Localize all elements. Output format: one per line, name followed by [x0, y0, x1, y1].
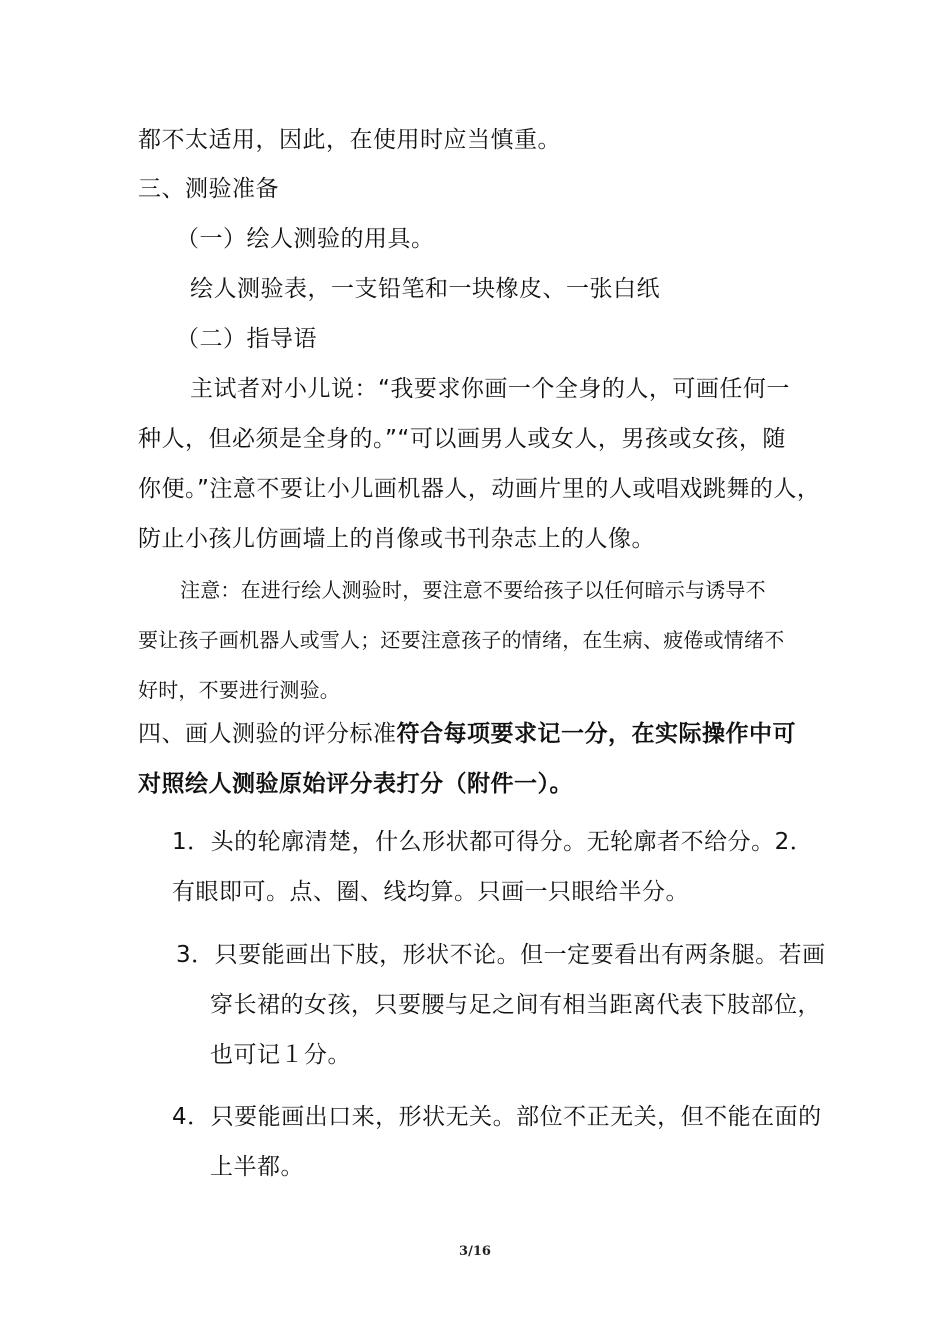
list-item-continuation: 也可记１分。 — [210, 1042, 351, 1068]
section-4-prefix: 四、画人测验的评分标准 — [138, 721, 397, 747]
list-item: 1．头的轮廓清楚，什么形状都可得分。无轮廓者不给分。2． — [172, 829, 814, 855]
page-number: 3/16 — [459, 1244, 491, 1259]
paragraph-line: 都不太适用，因此，在使用时应当慎重。 — [138, 127, 561, 153]
subsection-heading: （二）指导语 — [176, 326, 317, 352]
section-4-heading — [138, 719, 796, 749]
note-line: 注意：在进行绘人测验时，要注意不要给孩子以任何暗示与诱导不 — [180, 578, 766, 602]
paragraph-line: 你便。”注意不要让小儿画机器人，动画片里的人或唱戏跳舞的人， — [138, 476, 821, 502]
section-4-bold-line: 对照绘人测验原始评分表打分（附件一）。 — [138, 771, 573, 797]
subsection-heading: （一）绘人测验的用具。 — [176, 226, 435, 252]
list-item-continuation: 上半都。 — [210, 1154, 304, 1180]
note-line: 好时，不要进行测验。 — [138, 678, 340, 702]
paragraph-line: 绘人测验表，一支铅笔和一块橡皮、一张白纸 — [190, 276, 660, 302]
list-item-continuation: 有眼即可。点、圈、线均算。只画一只眼给半分。 — [172, 879, 689, 905]
list-item: 3．只要能画出下肢，形状不论。但一定要看出有两条腿。若画 — [176, 942, 826, 968]
section-heading: 三、测验准备 — [138, 176, 279, 202]
paragraph-line: 主试者对小儿说：“我要求你画一个全身的人，可画任何一 — [190, 376, 790, 402]
paragraph-line: 防止小孩儿仿画墙上的肖像或书刊杂志上的人像。 — [138, 526, 655, 552]
paragraph-line: 种人，但必须是全身的。”“可以画男人或女人，男孩或女孩，随 — [138, 426, 786, 452]
list-item: 4．只要能画出口来，形状无关。部位不正无关，但不能在面的 — [172, 1104, 822, 1130]
note-line: 要让孩子画机器人或雪人；还要注意孩子的情绪，在生病、疲倦或情绪不 — [138, 628, 785, 652]
section-4-bold-text: 符合每项要求记一分，在实际操作中可 — [396, 721, 796, 747]
list-item-continuation: 穿长裙的女孩，只要腰与足之间有相当距离代表下肢部位， — [210, 992, 821, 1018]
